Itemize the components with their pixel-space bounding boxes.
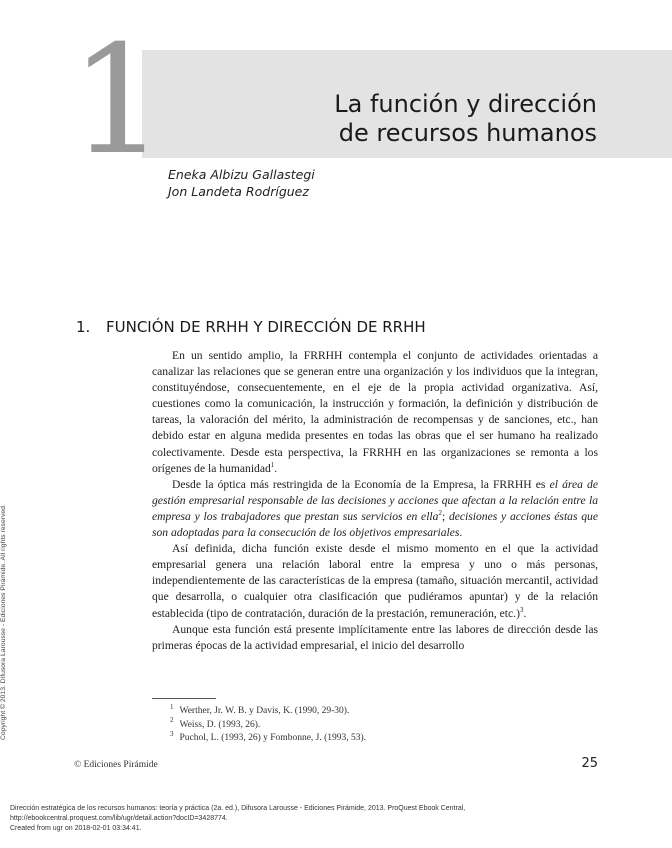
citation-line-2: http://ebookcentral.proquest.com/lib/ugr/detail.action?docID=3428774. — [10, 815, 228, 822]
authors — [168, 166, 315, 200]
footnote-2-text: Weiss, D. (1993, 26). — [179, 719, 261, 730]
footnote-ref-3: 3 — [519, 605, 524, 614]
chapter-title-line-2: de recursos humanos — [338, 119, 597, 147]
footnote-1-text: Werther, Jr. W. B. y Davis, K. (1990, 29-30). — [179, 706, 350, 716]
chapter-number: 1 — [70, 14, 166, 188]
chapter-title — [334, 90, 597, 148]
footnote-2 — [170, 716, 366, 733]
section-title: FUNCIÓN DE RRHH Y DIRECCIÓN DE RRHH — [106, 318, 426, 336]
paragraph-1: En un sentido amplio, la FRRHH contempla el conjunto de actividades orientadas a canalizar las relaciones que se generan entre una organización y los individuos que la integran, constituyéndose, consecuentemente, en el eje de la propia actividad organizativa. Así, cuestiones como la comunicación, la instrucción y formación, la definición y distribución de tareas, la valoración del mérito, la administración de recompensas y de sanciones, etc., han debido estar en alguna medida presentes en todas las obras que el ser humano ha realizado colectivamente. Desde esta perspectiva, la FRRHH en las organizaciones se remonta a los orígenes de la humanidad$^1$. — [152, 349, 598, 475]
citation-line-3: Created from ugr on 2018-02-01 03:34:41. — [10, 825, 142, 832]
paragraph-3-end: . — [523, 606, 527, 620]
author-1: Eneka Albizu Gallastegi — [168, 167, 315, 182]
footnote-3 — [170, 729, 367, 746]
paragraph-2-definition: el área de gestión empresarial responsable de las decisiones y acciones que afectan a la relación entre la empresa y los trabajadores que prestan sus servicios en ella — [152, 477, 598, 523]
citation-line-1: Dirección estratégica de los recursos humanos: teoría y práctica (2a. ed.), Difusora Larousse - Ediciones Pirámide, 2013. ProQuest Ebook Central, — [10, 805, 466, 812]
paragraph-3 — [152, 541, 598, 621]
footnote-ref-1: 1 — [270, 460, 275, 469]
footnote-1 — [170, 702, 366, 719]
paragraph-2-emphasis: decisiones y acciones éstas que son adoptadas para la consecución de los objetivos empresariales — [152, 509, 598, 540]
citation-block — [10, 804, 465, 834]
footnote-3-number: 3 — [170, 729, 174, 738]
paragraph-2-text: Desde la óptica más restringida de la Economía de la Empresa, la FRRHH es — [172, 477, 550, 491]
footnote-1-number: 1 — [170, 702, 174, 711]
chapter-title-line-1: La función y dirección — [334, 90, 597, 118]
paragraph-2-end: . — [459, 526, 463, 540]
footnote-divider — [152, 698, 216, 699]
section-heading — [76, 318, 426, 336]
footnote-3-text: Puchol, L. (1993, 26) y Fombonne, J. (1993, 53). — [179, 733, 367, 743]
paragraph-4: Aunque esta función está presente implícitamente entre las labores de dirección desde las primeras épocas de la actividad empresarial, el inicio del desarrollo — [152, 622, 598, 652]
paragraph-3-text: Así definida, dicha función existe desde el mismo momento en el que la actividad empresarial genera una relación laboral entre la empresa y uno o más personas, independientemente de las características de la empresa (tamaño, situación mercantil, actividad que desarrolla, o cualquier otra clasificación que pudiéramos apuntar) y de la relación establecida (tipo de contratación, duración de la prestación, remuneración, etc.) — [152, 542, 598, 620]
body-text — [152, 348, 598, 654]
footnote-2-number: 2 — [170, 716, 174, 725]
publisher-footer: © Ediciones Pirámide — [74, 760, 158, 770]
footnotes — [170, 702, 367, 746]
footnote-ref-2: 2 — [438, 509, 442, 518]
paragraph-2-separator: ; — [441, 509, 449, 523]
author-2: Jon Landeta Rodríguez — [168, 184, 309, 199]
section-number: 1. — [76, 318, 91, 336]
paragraph-2 — [152, 477, 598, 541]
page-number: 25 — [581, 756, 598, 771]
side-copyright: Copyright © 2013. Difusora Larousse - Ediciones Pirámide. All rights reserved. — [0, 504, 7, 740]
paragraph-1-text: En un sentido amplio, la FRRHH contempla el conjunto de actividades orientadas a canalizar las relaciones que se generan entre una organización y los individuos que la integran, constituyéndose, consecuentemente, en el eje de la propia actividad organizativa. Así, cuestiones como la comunicación, la instrucción y formación, la definición y distribución de tareas, la valoración del mérito, la administración de recompensas y de sanciones, etc., han debido estar en alguna medida presentes en todas las obras que el ser humano ha realizado colectivamente. Desde esta perspectiva, la FRRHH en las organizaciones se remonta a los orígenes de la humanidad — [152, 349, 598, 475]
